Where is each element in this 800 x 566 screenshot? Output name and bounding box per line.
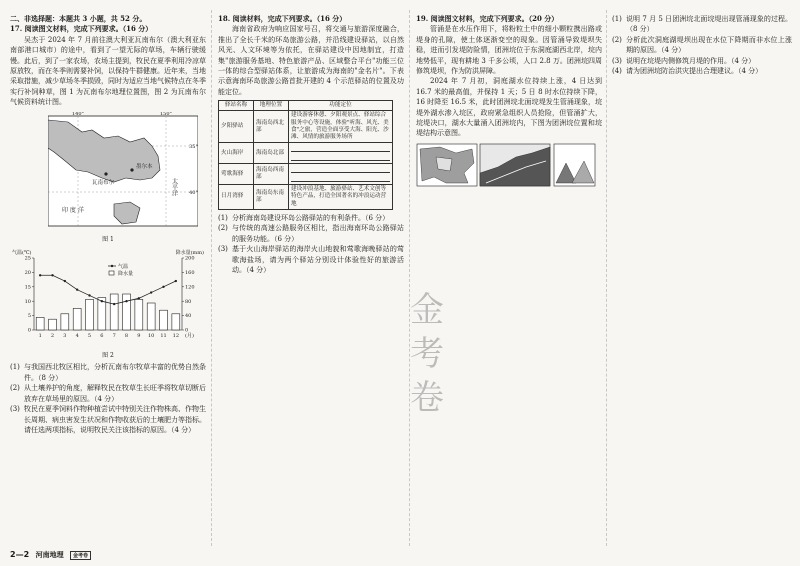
- q19-question-3: [612, 56, 792, 66]
- table-header-row: [219, 101, 393, 111]
- q17-paragraph: 吴杰于 2024 年 7 月前往澳大利亚瓦南布尔（澳大利亚东南部港口城市）的途中，看到了一望无际的草场，车辆行驶缓慢。此后，到了一家农场，农场主提到，牧民在夏季利用冷凉草原放牧，而在冬季则需要补饲，以保持牛群健康。近年来，当地采取措施，减少草场冬季损毁，同时为适应当地气候特点在冬季实行补饲种草，图 1 为瓦南布尔地理位置图，图 2 为瓦南布尔气候资料统计图。: [10, 35, 206, 107]
- chart-tick-label-x: 11: [160, 333, 167, 340]
- chart-point-temperature: [175, 280, 177, 282]
- q19-question-1: [612, 14, 792, 35]
- map-city-label: 瓦南布尔: [92, 179, 115, 186]
- chart-tick-label-x: 2: [50, 333, 55, 340]
- chart-bar-precipitation: [61, 314, 69, 330]
- chart-point-temperature: [39, 274, 41, 276]
- table-header: 功能定位: [289, 101, 393, 111]
- q-text: 基于火山海岸驿站的海岸火山地貌和莺歌海晚驿站的莺歌海盐场，请为两个驿站分别设计体验性好的旅游活动。（4 分）: [232, 245, 404, 274]
- chart-point-temperature: [51, 274, 53, 276]
- chart-xlabel: (月): [185, 333, 194, 340]
- chart-legend: [108, 263, 133, 277]
- chart-point-temperature: [113, 303, 115, 305]
- chart-point-temperature: [64, 280, 66, 282]
- map-sea-label: 印 度 洋: [62, 206, 84, 214]
- map-ocean-label: 太平洋: [170, 177, 178, 196]
- table-row: [219, 185, 393, 210]
- chart-tick-label-left: 15: [24, 284, 31, 291]
- q-text: 说明在垸堤内侧修筑月堤的作用。（4 分）: [626, 56, 756, 65]
- column-divider: [606, 10, 607, 546]
- table-cell: 海南岛东南部: [254, 185, 289, 210]
- q-num: (2): [612, 35, 622, 44]
- chart-tick-label-x: 9: [137, 333, 141, 340]
- map-lat-label: 35°: [189, 143, 198, 150]
- table-row: [219, 111, 393, 143]
- watermark-char: 卷: [410, 378, 444, 418]
- chart-bar-precipitation: [123, 294, 131, 330]
- watermark-char: 考: [410, 334, 444, 374]
- chart-ylabel-right: 降水量(mm): [175, 250, 204, 257]
- watermark-char: 金: [410, 290, 444, 330]
- chart-tick-label-left: 0: [27, 327, 31, 334]
- q-text: 分析此次洞庭湖堤坝出现在水位下降期而非水位上涨期的原因。（4 分）: [626, 35, 792, 55]
- chart-tick-label-right: 80: [185, 298, 192, 305]
- q19-question-4: [612, 66, 792, 76]
- chart-tick-label-x: 4: [75, 333, 79, 340]
- q-num: (2): [10, 384, 20, 393]
- table-cell: 日月湾驿: [219, 185, 254, 210]
- q-num: (1): [612, 15, 622, 23]
- chart-tick-label-x: 3: [63, 333, 67, 340]
- chart-bar-precipitation: [49, 319, 57, 330]
- q18-questions: [218, 213, 404, 275]
- brand-logo: 金考卷: [70, 551, 91, 560]
- chart-point-temperature: [76, 289, 78, 291]
- chart-bar-precipitation: [110, 294, 118, 330]
- table-cell: 建设冲浪基地、旅游驿站、艺术文创等特色产品，打造全国著名的冲浪运动营地: [289, 185, 393, 210]
- q-num: (1): [218, 213, 228, 222]
- q17-question-2: [10, 383, 206, 404]
- chart-tick-label-left: 5: [27, 313, 31, 320]
- chart-point-temperature: [101, 300, 103, 302]
- column-divider: [409, 10, 410, 546]
- section-title: 二、非选择题：本题共 3 小题，共 52 分。: [10, 14, 147, 23]
- chart-tick-label-right: 120: [185, 284, 195, 291]
- chart-bar-precipitation: [73, 308, 81, 330]
- map-lat-label: 40°: [189, 189, 198, 196]
- q18-question-2: [218, 223, 404, 244]
- chart-tick-label-left: 10: [24, 298, 31, 305]
- chart-bar-precipitation: [86, 299, 94, 330]
- chart-point-temperature: [138, 297, 140, 299]
- q17-question-3: [10, 404, 206, 435]
- column-divider: [211, 10, 212, 546]
- table-header: 地理位置: [254, 101, 289, 111]
- chart-point-temperature: [162, 286, 164, 288]
- column-4: [612, 14, 792, 76]
- q-text: 牧民在夏季饲料作物种植尝试中特别关注作物株高、作物生长周期、病虫害发生状况和作物收获后的土壤肥力等指标。请任选两项指标，说明牧民关注该指标的原因。（4 分）: [24, 405, 206, 434]
- map-lon-label: 140°: [71, 111, 85, 117]
- q-text: 分析海南岛建设环岛公路驿站的有利条件。（6 分）: [232, 213, 390, 222]
- table-row: [219, 143, 393, 164]
- chart-bar-precipitation: [160, 310, 168, 330]
- chart-bar-precipitation: [147, 303, 155, 330]
- figure-1-caption: 图 1: [102, 236, 114, 244]
- page-number: 2—2: [10, 550, 30, 559]
- q-num: (4): [612, 67, 622, 76]
- table-cell: 莺歌海驿: [219, 164, 254, 185]
- chart-tick-label-right: 160: [185, 270, 195, 277]
- chart-bar-precipitation: [98, 298, 106, 330]
- table-cell-blank: [289, 164, 393, 185]
- q18-header: 18. 阅读材料，完成下列要求。（16 分）: [218, 14, 347, 23]
- chart-bar-precipitation: [172, 314, 180, 330]
- table-cell-blank: [289, 143, 393, 164]
- figure-2-caption: 图 2: [102, 352, 114, 360]
- map-lon-label: 150°: [159, 111, 173, 117]
- q19-paragraph-2: 2024 年 7 月初，洞庭湖水位持续上涨，4 日达到 16.7 米的最高值，并保持 1 天；5 日 8 时水位持续下降，16 时降至 16.5 米，此时团洲垸北面垸堤发生管涌现象，垸堤外湖水渗入垸区，政府紧急组织人员抢险，但管涌扩大，垸堤决口，湖水大量涌入团洲垸内，下图为团洲垸位置和垸堤结构示意图。: [416, 77, 602, 138]
- q-num: (2): [218, 224, 228, 233]
- chart-ylabel-left: 气温(℃): [12, 250, 32, 257]
- chart-tick-label-x: 8: [124, 333, 129, 340]
- chart-tick-label-x: 1: [38, 333, 42, 340]
- page-footer: [10, 550, 91, 560]
- q-num: (3): [218, 245, 228, 254]
- q-text: 说明 7 月 5 日团洲垸北面垸堤出现管涌现象的过程。（8 分）: [626, 15, 792, 34]
- table-cell: 海南岛北部: [254, 143, 289, 164]
- column-3: [416, 14, 602, 190]
- table-cell: 海南岛西南部: [254, 164, 289, 185]
- q19-paragraph-1: 管涌是在水压作用下，将粉粒土中的细小颗粒携出路或堤身的孔隙，使土体逐渐变空的现象。因管涌导致堤坝失稳，进而引发堤防险情，团洲垸位于东洞庭湖西北岸，垸内地势低平，现有耕地 3 千多公顷，人口 2.8 万。团洲垸四周修筑堤坝，作为防洪屏障。: [416, 25, 602, 76]
- chart-tick-label-right: 40: [185, 313, 192, 320]
- chart-point-temperature: [150, 291, 152, 293]
- map-city-label: 墨尔本: [136, 163, 153, 170]
- chart-point-temperature: [88, 294, 90, 296]
- q-text: 从土壤养护的角度，解释牧民在牧草生长旺季将牧草切断后放弃在草场里的原因。（4 分）: [24, 384, 206, 403]
- q-num: (3): [10, 405, 20, 414]
- q-num: (1): [10, 363, 20, 372]
- q17-question-1: [10, 362, 206, 383]
- chart-tick-label-left: 25: [24, 255, 31, 262]
- chart-point-temperature: [125, 300, 127, 302]
- legend-item-temperature: 气温: [118, 264, 129, 271]
- q-num: (3): [612, 56, 622, 65]
- q-text: 与我国西北牧区相比，分析瓦南布尔牧草丰富的优势自然条件。（8 分）: [24, 363, 206, 382]
- chart-bar-precipitation: [135, 299, 143, 330]
- figure-1-map: [48, 112, 198, 230]
- q17-questions: [10, 362, 206, 435]
- legend-item-precipitation: 降水量: [118, 271, 134, 278]
- chart-tick-label-right: 200: [185, 255, 195, 262]
- tuanzhou-levee-diagram: [416, 143, 596, 187]
- table-cell: 火山海岸: [219, 143, 254, 164]
- column-2: [218, 14, 404, 275]
- chart-tick-label-x: 6: [100, 333, 104, 340]
- table-row: [219, 164, 393, 185]
- q-text: 请为团洲垸防治洪灾提出合理建议。（4 分）: [626, 67, 763, 76]
- table-cell: 夕阳驿站: [219, 111, 254, 143]
- chart-plot-area: [25, 256, 195, 339]
- q19-question-2: [612, 35, 792, 56]
- table-header: 驿站名称: [219, 101, 254, 111]
- chart-line-temperature: [40, 275, 176, 304]
- chart-tick-label-x: 12: [172, 333, 180, 340]
- q-text: 与传统的高速公路服务区相比，指出海南环岛公路驿站的服务功能。（6 分）: [232, 224, 404, 243]
- chart-tick-label-x: 10: [147, 333, 155, 340]
- column-1: [10, 14, 206, 435]
- stations-table: [218, 100, 393, 210]
- q18-question-3: [218, 244, 404, 275]
- table-cell: 海南岛西北部: [254, 111, 289, 143]
- q18-question-1: [218, 213, 404, 223]
- city-dot: [104, 172, 107, 175]
- table-cell: 建设游客休憩、夕阳观景点、驿站综合服务中心等设施，体验"听海、风光、美食"之旅，营造全面享受大海、阳光、沙滩、风情的旅游服务场所: [289, 111, 393, 143]
- q19-header: 19. 阅读图文材料，完成下列要求。（20 分）: [416, 14, 559, 23]
- subject-label: 河南地理: [35, 551, 64, 559]
- chart-tick-label-x: 5: [87, 333, 92, 340]
- figure-2-climate-chart: [10, 248, 206, 346]
- chart-bar-precipitation: [36, 317, 44, 330]
- q18-paragraph: 海南省政府为响应国家号召，将交通与旅游深度融合，推出了全长千米的环岛旅游公路，并沿线建设驿站，以自然风光、人文环境等为依托，在驿站建设中因地制宜，打造集"旅游服务基地、特色旅游产品、区域整合平台"功能三位一体的综合型驿站体系，让旅游成为海南的"金名片"。下表示意海南环岛旅游公路首批开建的 4 个示范驿站的位置及功能定位。: [218, 25, 404, 96]
- city-dot: [130, 168, 133, 171]
- chart-tick-label-right: 0: [185, 327, 189, 334]
- q17-header: 17. 阅读图文材料，完成下列要求。（16 分）: [10, 24, 153, 34]
- chart-tick-label-x: 7: [112, 333, 116, 340]
- watermark: [402, 288, 452, 420]
- chart-tick-label-left: 20: [24, 270, 31, 277]
